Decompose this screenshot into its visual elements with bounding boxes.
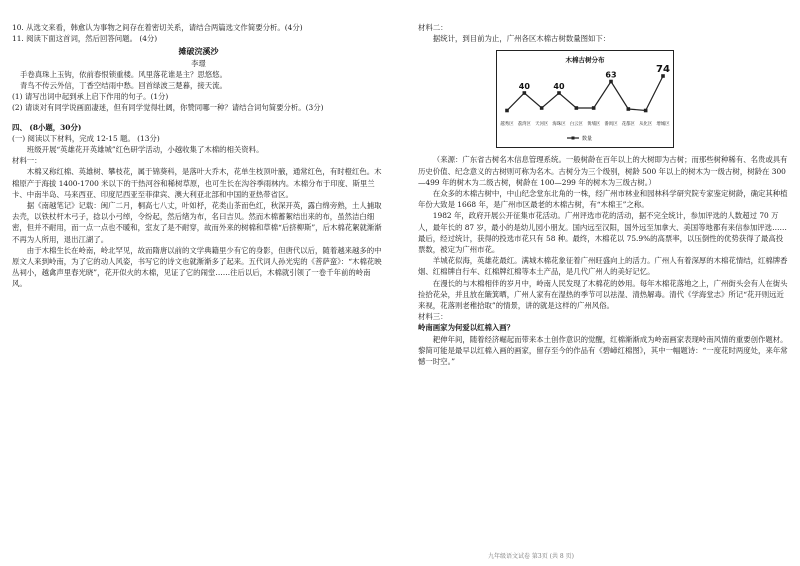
data-point bbox=[540, 107, 544, 111]
data-label: 40 bbox=[553, 82, 565, 92]
category-label: 荔湾区 bbox=[517, 122, 531, 128]
category-label: 白云区 bbox=[569, 122, 583, 128]
category-label: 增城区 bbox=[656, 122, 670, 128]
legend-marker bbox=[572, 137, 575, 140]
material-3-paragraph-1: 耙伸年间，随着经济崛起而带来本土创作意识的觉醒，红棉渐渐成为岭南画家表现岭南风情的重要创作题材。黎简可能是最早以红棉入画的画家，留存至今的作品有《碧嶂红棉图》，其中一幅题诗：“一度花时两度处，来年常憾一时空。” bbox=[418, 334, 788, 367]
section-4-heading: 四、 (8小题，30分) bbox=[12, 122, 82, 132]
legend-label: 数量 bbox=[582, 136, 593, 143]
data-point bbox=[644, 109, 648, 113]
poem-author: 李璟 bbox=[191, 58, 206, 68]
activity-intro: 班级开展“英雄花开英雄城”红色研学活动，小越收集了木棉的相关资料。 bbox=[26, 145, 264, 155]
data-point bbox=[592, 107, 596, 111]
material-1-paragraph-2: 据《南越笔记》记载：闽广二月，桐高七八丈，叶如杼，花类山茶而色红，秋深开英，露白绵旁熟，土人捕取去壳，以铁杖杆木弓子，捻以小弓绰，令纷起，然后绪为布，名曰吉贝。然而木棉蓄絮结出来的布，虽然洁白细密，但并不耐用，而一点一点也不暖和，室友了是不耐穿，故而外来的树棉和草棉“后挤柳斯”，后木棉花絮就渐渐不再为人所用，退出江湖了。 bbox=[12, 201, 382, 244]
category-label: 天河区 bbox=[535, 122, 549, 128]
data-point bbox=[523, 92, 527, 96]
category-label: 从化区 bbox=[639, 122, 653, 128]
question-10: 10. 从选文来看，韩愈认为事物之间存在着密切关系，请结合两篇选文作简要分析。(4分) bbox=[12, 23, 303, 32]
chart-title: 木棉古树分布 bbox=[565, 56, 605, 65]
material-1-heading: 材料一： bbox=[12, 156, 42, 166]
material-2-paragraph-4: 在漫长的与木棉相伴的岁月中，岭南人民发现了木棉花的妙用。每年木棉花落地之上，广州街头会有人在街头捡拾花朵，并且放在簸箕晒，广州人家有在湿热的季节可以祛湿、清热解毒。清代《学海堂志》所记“花开则远近来视，花落则老稚拾取”的情景，讲的就是这样的广州风俗。 bbox=[418, 278, 788, 311]
data-point bbox=[609, 80, 613, 84]
data-point bbox=[575, 107, 579, 111]
material-2-paragraph-3: 羊城花似海，英雄花最红。满城木棉花象征着广州旺盛向上的活力。广州人有着深厚的木棉花情结，红棉牌香烟、红棉牌自行车、红棉牌红棉等本土产品，是几代广州人的美好记忆。 bbox=[418, 256, 788, 277]
material-3-heading: 材料三： bbox=[418, 312, 448, 322]
series-line bbox=[507, 76, 663, 111]
material-2-intro: 据统计，到目前为止，广州各区木棉古树数量图如下： bbox=[432, 34, 611, 44]
kapok-tree-chart bbox=[496, 50, 674, 148]
question-11: 11. 阅读下面这首词，然后回答问题。 (4分) bbox=[12, 34, 158, 44]
material-2-heading: 材料二： bbox=[418, 23, 448, 32]
data-point bbox=[557, 92, 561, 96]
poem-title: 摊破浣溪沙 bbox=[178, 46, 219, 57]
chart-svg bbox=[497, 51, 673, 147]
category-label: 越秀区 bbox=[500, 122, 514, 128]
poem-line-2: 青鸟不传云外信，丁香空结雨中愁。回首绿波三楚暮，接天流。 bbox=[20, 81, 227, 91]
category-label: 黄埔区 bbox=[587, 122, 601, 128]
poem-line-1: 手卷真珠上玉钩，依前春恨锁重楼。风里落花谁是主？思悠悠。 bbox=[20, 69, 227, 79]
data-point bbox=[627, 108, 631, 112]
data-label: 74 bbox=[656, 64, 670, 76]
material-1-paragraph-1: 木棉又称红棉、英雄树、攀枝花，属于锦葵科，是落叶大乔木，花单生枝顶叶腋，通常红色，有时橙红色。木棉原产于海拔 1400-1700 米以下的干热河谷和稀树草原，也可生长在沟谷季雨林内。木棉分布于印度、斯里兰卡、中南半岛、马来西亚、印度尼西亚至菲律宾、澳大利亚北部和中国的亚热带省区。 bbox=[12, 167, 382, 199]
category-label: 海珠区 bbox=[552, 122, 566, 128]
question-11-2: (2) 请谈对有同学说画面凄迷，但有同学觉得壮阔，你赞同哪一种？请结合词句简要分析。(3分) bbox=[12, 103, 324, 113]
material-3-title: 岭南画家为何爱以红棉入画？ bbox=[418, 323, 515, 333]
right-column bbox=[418, 22, 788, 367]
subsection-1-heading: (一) 阅读以下材料，完成 12-15 题。 (13分) bbox=[12, 133, 160, 143]
material-1-paragraph-3: 由于木棉生长在岭南，岭北罕见，故而隋唐以前的文学典籍里少有它的身影，但唐代以后，随着越来越多的中原文人来到岭南，为了它的动人风姿，书写它的诗文也就渐渐多了起来。五代词人孙光宪的《菩萨蛮》：“木棉花映丛祠小，越禽声里春光晓”，花开似火的木棉，见证了它的闹堂……往后以后，木棉就引领了一卷千年前的岭南风。 bbox=[12, 245, 382, 289]
category-label: 花都区 bbox=[621, 122, 635, 128]
data-label: 40 bbox=[518, 82, 530, 92]
category-label: 番禺区 bbox=[604, 122, 618, 128]
page-footer: 九年级语文试卷 第3页 (共 8 页) bbox=[488, 553, 574, 560]
data-label: 63 bbox=[605, 70, 617, 80]
material-2-paragraph-1: 在众多的木棉古树中，中山纪念堂东北角的一株，经广州市林业和园林科学研究院专家鉴定树龄，确定其种植年份大致是 1668 年，是广州市区最老的木棉古树，有“木棉王”之称。 bbox=[418, 189, 788, 210]
left-column bbox=[12, 22, 385, 290]
material-2-paragraph-2: 1982 年，政府开展公开征集市花活动。广州评选市花的活动，据不完全统计，参加评选的人数超过 70 万人，最年长的 87 岁，最小的是幼儿园小朋友。国内远至汉阳，国外远至加拿大、美国等地都有来信参加评选……最后，经过统计，获得的投选市花只有 58 种。最终，木棉花以 75.9%的高票率，以压倒性的优势获得了最高投票数，被定为广州市花。 bbox=[418, 211, 787, 255]
chart-source-note: （来源：广东省古树名木信息管理系统。一般树龄在百年以上的大树即为古树；而那些树种稀有、名贵或具有历史价值、纪念意义的古树则可称为名木。古树分为三个级别，树龄 500 年以上的树木为一级古树，树龄在 300—499 年的树木为二级古树，树龄在 100—299 年的树木为三级古树。） bbox=[418, 155, 788, 187]
data-point bbox=[505, 109, 509, 113]
question-11-1: (1) 请写出词中起到承上启下作用的句子。(1分) bbox=[12, 92, 169, 102]
